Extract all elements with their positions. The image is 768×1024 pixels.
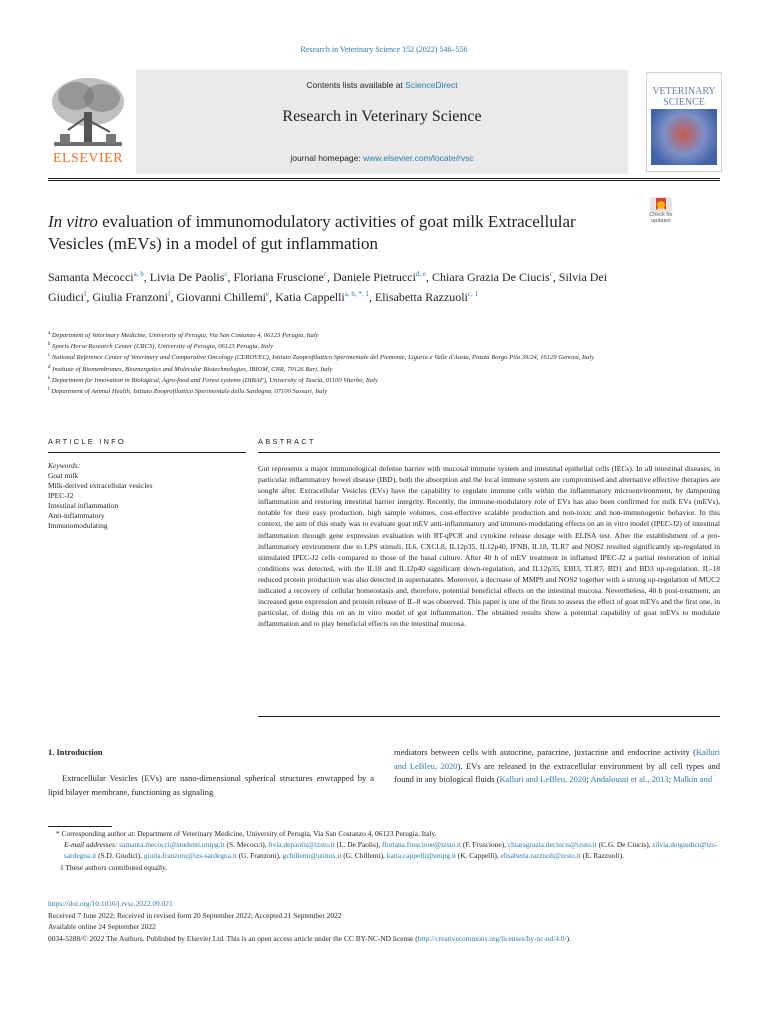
author-affiliation-marker[interactable]: c, 1 [467, 290, 478, 298]
affiliation-marker: b [48, 342, 51, 348]
affiliation-marker: e [48, 375, 51, 381]
affiliation-text: Sports Horse Research Center (CRCS), University of Perugia, 06123 Perugia, Italy [52, 343, 273, 351]
keyword-item: Intestinal inflammation [48, 501, 119, 510]
email-link[interactable]: silvia.deigiudici@izs-sardegna.it [64, 840, 718, 861]
doi-link[interactable]: https://doi.org/10.1016/j.rvsc.2022.09.021 [48, 899, 173, 908]
email-link[interactable]: elisabetta.razzuoli@izsto.it [500, 851, 581, 861]
abstract-bottom-rule [258, 716, 720, 717]
abstract-text: Gut represents a major immunological defense barrier with mucosal immune system and intestinal epithelial cells (IECs). In all intestinal diseases, in particular inflammatory bowel disease (IBD), both the absorption and the local immune system are compromised and alternative effective therapies are sought after. Extracellular Vesicles (EVs) have the capability to regulate immune cells within the inflammatory microenvironment, by dampening inflammation and restoring intestinal barrier integrity. Recently, the immune-modulatory role of EVs has also been confirmed for milk EVs (mEVs), notable for their easy production, high sample volumes, cost-effective scalable production and non-toxic and non-immunogenic behavior. In this context, the aim of this study was to evaluate goat mEV anti-inflammatory and immuno-modulating effects on an in vitro model (IPEC-J2) of intestinal inflammation through gene expression evaluation with RT-qPCR and cytokine release dosage with ELISA test. After the establishment of a pro-inflammatory environment due to LPS stimuli, IL6, CXCL8, IL12p35, IL12p40, IFNB, IL18, TLR7 and NOS2 resulted significantly up-regulated in stimulated IPEC-J2 cells compared to those of the basal culture. After 40 h of mEV treatment in inflamed IPEC-J2 a partial restoration of initial conditions was detected, with the IL18 and IL12p40 significant down-regulation, and IL12p35, EBI3, TLR7, BD1 and BD3 up-regulation. IL-18 reduced protein production was also detected in supernatants. Moreover, a decrease of MMP9 and NOS2 together with a strong up-regulation of MUC2 indicated a recovery of cellular homeostasis and, therefore, potential beneficial effects on the intestinal mucosa. Nevertheless, 40 h post-treatment, an increased gene expression and protein release of IL-8 was observed. This paper is one of the firsts to assess the effect of goat mEVs and the first one, in particular, of doing this on an in vitro model of gut inflammation. The obtained results show a potential capability of goat mEVs to modulate inflammation and to play beneficial effects on the intestinal mucosa. [258, 464, 720, 629]
affiliation-text: Institute of Biomembranes, Bioenergetics and Molecular Biotechnologies, IBIOM, CNR, 70126 Bari, Italy [52, 365, 333, 373]
author-affiliation-marker[interactable]: a, b [133, 270, 144, 278]
author-affiliation-marker[interactable]: f [84, 290, 87, 298]
author-name[interactable]: Katia Cappelli [275, 290, 345, 304]
author-affiliation-marker[interactable]: a, b, *, 1 [344, 290, 369, 298]
email-owner: (G. Franzoni), [236, 851, 283, 861]
header-rule-2 [48, 180, 720, 181]
email-link[interactable]: samanta.mecocci@studenti.unipg.it [119, 840, 225, 850]
author-list: Samanta Mecocci$^{a, b}$, Livia De Paolis$^c$, Floriana Fruscione$^c$, Daniele Pietrucci$^{d, e}$, Chiara Grazia De Ciucis$^c$, Silvia Dei Giudici$^f$, Giulia Franzoni$^f$, Giovanni Chillemi$^e$, Katia Cappelli$^{a, b, *, 1}$, Elisabetta Razzuoli$^{c, 1}$ [48, 270, 608, 304]
abstract-heading: ABSTRACT [258, 437, 316, 446]
affiliation-item [48, 351, 648, 362]
intro-paragraph-col1: Extracellular Vesicles (EVs) are nano-dimensional spherical structures enwrapped by a lipid bilayer membrane, functioning as signaling [48, 773, 374, 797]
keywords-block [48, 461, 246, 531]
affiliation-text: Department of Veterinary Medicine, University of Perugia, Via San Costanzo 4, 06123 Perugia, Italy [51, 332, 319, 340]
footnotes [48, 828, 720, 873]
citation-link[interactable]: Andaloussi et al., 2013 [590, 774, 669, 784]
email-link[interactable]: livia.depaolis@izsto.it [268, 840, 335, 850]
cover-title: VETERINARY SCIENCE [652, 86, 716, 108]
email-addresses: E-mail addresses: samanta.mecocci@studenti.unipg.it (S. Mecocci), livia.depaolis@izsto.it (L. De Paolis), floriana.fruscione@izsto.it (F. Fruscione), chiaragrazia.deciucis@izsto.it (C.G. De Ciucis), silvia.deigiudici@izs-sardegna.it (S.D. Giudici), giulia.franzoni@izs-sardegna.it (G. Franzoni), gchillemi@unitus.it (G. Chillemi), katia.cappelli@unipg.it (K. Cappelli), elisabetta.razzuoli@izsto.it (E. Razzuoli). [64, 840, 718, 861]
author-affiliation-marker[interactable]: f [168, 290, 171, 298]
license-statement: 0034-5288/© 2022 The Authors. Published by Elsevier Ltd. This is an open access article under the CC BY-NC-ND license (http://creativecommons.org/licenses/by-nc-nd/4.0/). [48, 933, 571, 943]
author-affiliation-marker[interactable]: c [224, 270, 228, 278]
affiliation-marker: d [48, 364, 51, 370]
email-owner: (F. Fruscione), [461, 840, 508, 850]
sciencedirect-link[interactable]: ScienceDirect [405, 80, 458, 90]
journal-cover[interactable] [646, 72, 722, 172]
elsevier-wordmark: ELSEVIER [52, 151, 124, 166]
keyword-item: Anti-inflammatory [48, 511, 105, 520]
license-link[interactable]: http://creativecommons.org/licenses/by-nc-nd/4.0/ [417, 933, 567, 943]
affiliation-text: Department for Innovation in Biological, Agro-food and Forest systems (DIBAF), University of Tuscia, 01100 Viterbo, Italy [51, 376, 378, 384]
author-affiliation-marker[interactable]: c [323, 270, 327, 278]
affiliation-text: National Reference Center of Veterinary and Comparative Oncology (CEROVEC), Istituto Zooprofilattico Sperimentale del Piemonte, Liguria e Valle d'Aosta, Piazza Borgo Pila 39/24, 16129 Genova, Italy [51, 354, 595, 362]
author-name[interactable]: Livia De Paolis [149, 270, 225, 284]
received-dates: Received 7 June 2022; Received in revised form 20 September 2022; Accepted 21 September 2022 [48, 910, 342, 920]
email-link[interactable]: katia.cappelli@unipg.it [386, 851, 456, 861]
article-info-rule [48, 452, 246, 453]
article-info-heading: ARTICLE INFO [48, 437, 126, 446]
footnote-rule [48, 826, 112, 827]
affiliation-item [48, 340, 648, 351]
affiliation-marker: a [48, 331, 51, 336]
contents-line: Contents lists available at ScienceDirect [306, 80, 458, 90]
affiliation-marker: c [48, 353, 51, 359]
author-name[interactable]: Chiara Grazia De Ciucis [432, 270, 550, 284]
article-footer [48, 898, 720, 944]
journal-reference[interactable]: Research in Veterinary Science 152 (2022) 546–556 [300, 45, 468, 54]
article-title: In vitro evaluation of immunomodulatory activities of goat milk Extracellular Vesicles (mEVs) in a model of gut inflammation [48, 212, 576, 253]
affiliation-marker: f [48, 386, 50, 392]
affiliation-text: Department of Animal Health, Istituto Zooprofilattico Sperimentale della Sardegna, 07100 Sassari, Italy [51, 388, 328, 396]
homepage-link[interactable]: www.elsevier.com/locate/rvsc [363, 153, 474, 163]
affiliations [48, 329, 648, 396]
email-owner: (E. Razzuoli). [580, 851, 624, 861]
email-owner: (K. Cappelli), [455, 851, 501, 861]
journal-homepage: journal homepage: www.elsevier.com/locate/rvsc [290, 153, 474, 163]
citation-link[interactable]: Malkin and [673, 774, 713, 784]
keywords-label: Keywords: [48, 461, 81, 470]
email-owner: (S.D. Giudici), [96, 851, 144, 861]
author-name[interactable]: Floriana Fruscione [233, 270, 324, 284]
email-owner: (C.G. De Ciucis), [596, 840, 653, 850]
author-affiliation-marker[interactable]: c [549, 270, 553, 278]
email-owner: (L. De Paolis), [334, 840, 382, 850]
journal-title: Research in Veterinary Science [282, 108, 482, 125]
equal-contribution-note: 1 These authors contributed equally. [60, 862, 168, 872]
keyword-item: Goat milk [48, 471, 79, 480]
email-link[interactable]: chiaragrazia.deciucis@izsto.it [507, 840, 597, 850]
keyword-item: Immunomodulating [48, 521, 108, 530]
corresponding-author-note: * Corresponding author at: Department of Veterinary Medicine, University of Perugia, Via San Costanzo 4, 06123 Perugia, Italy. [56, 829, 437, 838]
abstract-rule [258, 452, 720, 453]
author-affiliation-marker[interactable]: d, e [415, 270, 427, 278]
author-name[interactable]: Samanta Mecocci [48, 270, 134, 284]
intro-paragraph-col2: mediators between cells with autocrine, paracrine, juxtacrine and endocrine activity (Kalluri and LeBleu, 2020). EVs are released in the extracellular environment by all cell types and found in any biological fluids (Kalluri and LeBleu, 2020; Andaloussi et al., 2013; Malkin and [394, 747, 721, 784]
keyword-item: Milk-derived extracellular vesicles [48, 481, 153, 490]
check-for-updates-label: Check for updates [649, 212, 673, 224]
email-owner: (S. Mecocci), [224, 840, 269, 850]
author-affiliation-marker[interactable]: e [266, 290, 270, 298]
citation-link[interactable]: Kalluri and LeBleu, 2020 [394, 747, 720, 771]
header-rule [48, 178, 720, 179]
keyword-item: IPEC-J2 [48, 491, 74, 500]
cover-artwork [651, 109, 717, 165]
affiliation-item [48, 329, 648, 340]
email-owner: (G. Chillemi), [341, 851, 387, 861]
affiliation-item [48, 385, 648, 396]
affiliation-item [48, 374, 648, 385]
author-name[interactable]: Giovanni Chillemi [176, 290, 267, 304]
available-online-date: Available online 24 September 2022 [48, 922, 156, 932]
author-name[interactable]: Silvia Dei Giudici [48, 270, 608, 304]
email-link[interactable]: floriana.fruscione@izsto.it [381, 840, 462, 850]
email-link[interactable]: gchillemi@unitus.it [282, 851, 342, 861]
author-name[interactable]: Daniele Pietrucci [332, 270, 416, 284]
author-name[interactable]: Giulia Franzoni [92, 290, 168, 304]
introduction-heading: 1. Introduction [48, 747, 103, 757]
email-link[interactable]: giulia.franzoni@izs-sardegna.it [143, 851, 237, 861]
affiliation-item [48, 363, 648, 374]
author-name[interactable]: Elisabetta Razzuoli [374, 290, 468, 304]
citation-link[interactable]: Kalluri and LeBleu, 2020 [499, 774, 587, 784]
